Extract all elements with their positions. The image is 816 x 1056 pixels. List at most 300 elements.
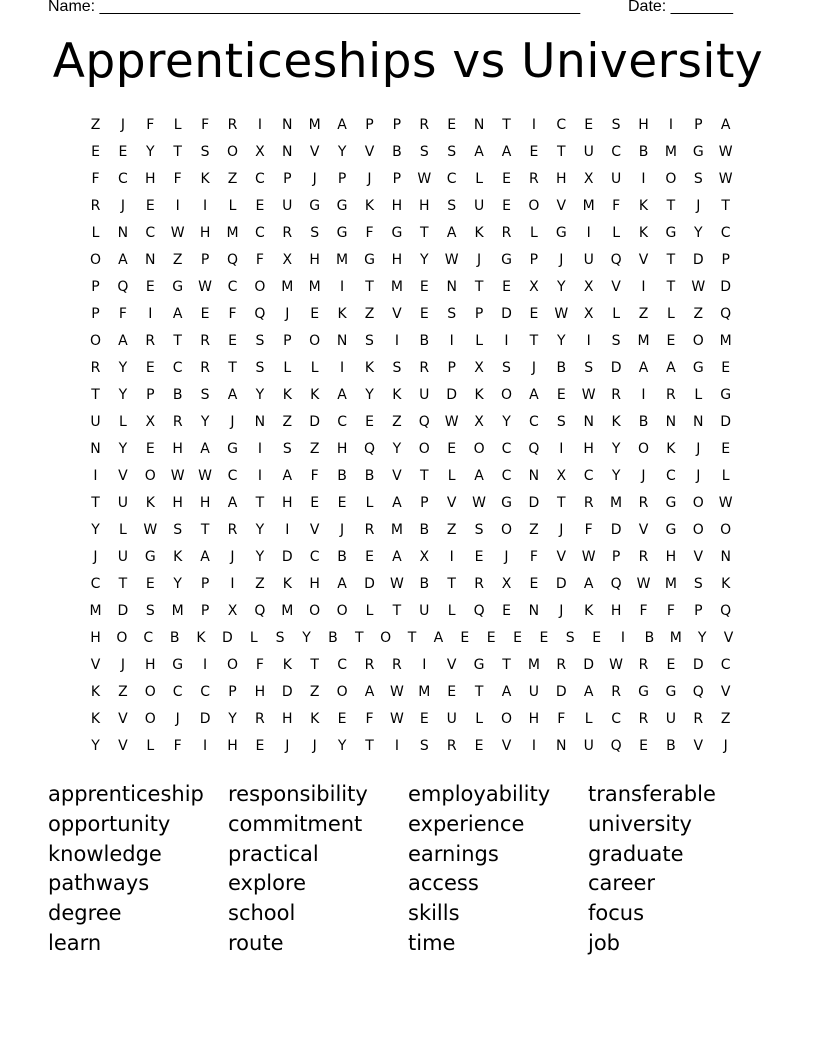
grid-letter: S: [365, 333, 374, 349]
grid-letter: T: [502, 657, 511, 673]
grid-letter: M: [390, 522, 403, 538]
grid-letter: Y: [118, 387, 128, 403]
grid-letter: V: [446, 495, 457, 511]
grid-letter: I: [531, 117, 536, 133]
grid-letter: E: [666, 333, 676, 349]
grid-letter: C: [583, 468, 594, 484]
grid-letter: J: [477, 252, 482, 268]
grid-letter: M: [308, 117, 321, 133]
grid-letter: Y: [91, 522, 100, 538]
grid-letter: F: [173, 171, 182, 187]
grid-letter: M: [281, 279, 294, 295]
grid-letter: R: [227, 522, 238, 538]
grid-letter: S: [275, 630, 285, 646]
grid-letter: A: [583, 684, 594, 700]
word-item: skills: [408, 901, 460, 926]
grid-letter: J: [559, 522, 564, 538]
grid-letter: H: [199, 225, 211, 241]
grid-letter: O: [528, 198, 540, 214]
grid-letter: Y: [173, 576, 182, 592]
grid-letter: J: [531, 360, 536, 376]
grid-letter: Z: [364, 306, 375, 322]
grid-letter: I: [175, 198, 180, 214]
grid-letter: E: [228, 333, 237, 349]
word-item: access: [408, 871, 479, 896]
grid-letter: I: [586, 333, 591, 349]
grid-letter: Z: [693, 306, 704, 322]
grid-letter: T: [474, 684, 484, 700]
grid-letter: N: [282, 144, 293, 160]
grid-letter: K: [310, 711, 320, 727]
grid-letter: A: [392, 549, 402, 565]
grid-letter: I: [394, 333, 399, 349]
grid-letter: R: [474, 576, 484, 592]
grid-letter: F: [529, 549, 538, 565]
grid-letter: H: [309, 252, 320, 268]
grid-letter: T: [91, 495, 100, 511]
grid-letter: E: [721, 360, 731, 376]
grid-letter: W: [198, 279, 213, 295]
grid-letter: T: [447, 576, 456, 592]
grid-letter: V: [723, 630, 734, 646]
grid-letter: C: [501, 441, 512, 457]
grid-letter: R: [145, 333, 156, 349]
grid-letter: G: [336, 198, 348, 214]
grid-letter: P: [91, 306, 100, 322]
grid-letter: S: [419, 144, 429, 160]
grid-letter: K: [90, 684, 101, 700]
grid-letter: S: [145, 603, 155, 619]
grid-letter: H: [556, 171, 567, 187]
word-item: practical: [228, 841, 319, 866]
grid-letter: I: [422, 657, 427, 673]
grid-letter: L: [118, 522, 127, 538]
grid-letter: P: [694, 117, 703, 133]
grid-letter: U: [665, 711, 677, 727]
grid-letter: H: [665, 549, 677, 565]
grid-letter: A: [200, 549, 210, 565]
grid-letter: X: [583, 306, 594, 322]
grid-letter: A: [227, 495, 238, 511]
grid-letter: W: [691, 279, 706, 295]
grid-letter: K: [364, 198, 375, 214]
grid-letter: G: [336, 225, 348, 241]
grid-letter: C: [501, 468, 512, 484]
grid-letter: G: [501, 495, 512, 511]
grid-letter: H: [172, 441, 183, 457]
grid-letter: B: [169, 630, 180, 646]
grid-row: [82, 517, 742, 544]
grid-letter: G: [720, 387, 732, 403]
grid-letter: K: [584, 603, 594, 619]
grid-letter: A: [433, 630, 444, 646]
grid-letter: A: [118, 252, 128, 268]
grid-letter: Z: [446, 522, 457, 538]
grid-letter: K: [282, 387, 292, 403]
grid-letter: W: [198, 468, 213, 484]
grid-letter: V: [118, 468, 128, 484]
grid-letter: H: [282, 711, 293, 727]
grid-letter: J: [175, 711, 180, 727]
grid-letter: E: [365, 549, 374, 565]
grid-letter: I: [148, 306, 153, 322]
grid-letter: E: [365, 414, 374, 430]
grid-letter: G: [638, 684, 649, 700]
grid-letter: I: [641, 279, 646, 295]
word-column: [228, 780, 408, 959]
grid-letter: X: [282, 252, 293, 268]
grid-letter: W: [718, 144, 733, 160]
grid-letter: M: [418, 684, 431, 700]
grid-letter: S: [282, 441, 292, 457]
grid-letter: H: [528, 711, 540, 727]
grid-letter: N: [693, 414, 704, 430]
grid-letter: J: [312, 738, 317, 754]
grid-letter: C: [172, 360, 183, 376]
grid-letter: E: [639, 738, 648, 754]
grid-letter: V: [693, 549, 704, 565]
grid-letter: A: [392, 495, 402, 511]
grid-letter: K: [196, 630, 206, 646]
grid-letter: C: [337, 414, 347, 430]
grid-letter: E: [310, 495, 320, 511]
grid-letter: B: [172, 387, 183, 403]
grid-letter: M: [719, 333, 732, 349]
grid-letter: B: [419, 333, 430, 349]
grid-letter: O: [254, 279, 266, 295]
grid-letter: S: [474, 522, 484, 538]
grid-letter: C: [200, 684, 210, 700]
word-list: [48, 780, 788, 970]
grid-letter: S: [611, 117, 621, 133]
grid-letter: N: [665, 414, 677, 430]
grid-letter: E: [310, 306, 320, 322]
grid-letter: I: [641, 171, 646, 187]
grid-letter: N: [473, 117, 485, 133]
grid-letter: T: [407, 630, 417, 646]
grid-row: [82, 409, 742, 436]
grid-letter: O: [226, 657, 239, 673]
grid-letter: T: [529, 333, 539, 349]
grid-letter: I: [668, 117, 673, 133]
grid-letter: O: [336, 684, 348, 700]
grid-letter: Q: [610, 252, 622, 268]
grid-letter: M: [637, 333, 650, 349]
grid-letter: U: [583, 738, 594, 754]
grid-letter: R: [419, 117, 430, 133]
grid-letter: S: [447, 144, 457, 160]
grid-letter: Y: [255, 549, 265, 565]
grid-letter: M: [226, 225, 239, 241]
grid-letter: V: [309, 144, 320, 160]
grid-letter: O: [500, 522, 513, 538]
word-column: [588, 780, 768, 959]
grid-letter: T: [200, 522, 210, 538]
grid-letter: X: [474, 414, 484, 430]
grid-letter: Z: [255, 576, 265, 592]
grid-letter: F: [118, 306, 127, 322]
grid-letter: O: [692, 333, 704, 349]
grid-row: [82, 355, 742, 382]
grid-letter: A: [720, 117, 731, 133]
grid-letter: D: [555, 684, 567, 700]
grid-letter: V: [364, 144, 375, 160]
grid-letter: Y: [611, 441, 621, 457]
grid-letter: P: [447, 360, 456, 376]
grid-letter: Y: [255, 387, 265, 403]
grid-letter: U: [117, 549, 129, 565]
grid-letter: Y: [91, 738, 100, 754]
grid-letter: L: [249, 630, 258, 646]
grid-letter: U: [419, 603, 430, 619]
grid-letter: G: [665, 684, 677, 700]
word-column: [48, 780, 228, 959]
word-search-grid: [82, 112, 742, 760]
grid-letter: G: [665, 495, 677, 511]
grid-letter: S: [392, 360, 402, 376]
grid-letter: V: [392, 306, 402, 322]
grid-letter: G: [555, 225, 567, 241]
grid-letter: I: [257, 117, 262, 133]
grid-letter: A: [474, 468, 484, 484]
grid-letter: F: [666, 603, 675, 619]
grid-letter: Y: [200, 414, 210, 430]
grid-letter: Y: [420, 252, 429, 268]
grid-letter: E: [584, 117, 594, 133]
grid-letter: S: [584, 360, 594, 376]
grid-letter: H: [199, 495, 211, 511]
grid-letter: L: [694, 387, 703, 403]
grid-letter: V: [556, 198, 567, 214]
grid-letter: E: [419, 306, 429, 322]
grid-letter: V: [638, 252, 649, 268]
grid-letter: O: [226, 144, 239, 160]
grid-letter: E: [337, 711, 347, 727]
grid-letter: Y: [337, 738, 347, 754]
grid-letter: O: [720, 522, 732, 538]
grid-letter: Z: [282, 414, 293, 430]
grid-letter: O: [336, 603, 348, 619]
grid-letter: W: [389, 576, 404, 592]
grid-letter: W: [389, 711, 404, 727]
grid-letter: N: [117, 225, 129, 241]
grid-letter: O: [309, 333, 321, 349]
grid-letter: K: [145, 495, 155, 511]
grid-letter: E: [145, 198, 155, 214]
grid-letter: I: [257, 441, 262, 457]
grid-letter: W: [718, 495, 733, 511]
grid-letter: G: [692, 360, 704, 376]
grid-letter: I: [559, 441, 564, 457]
grid-letter: Y: [557, 279, 566, 295]
grid-letter: X: [529, 279, 539, 295]
grid-letter: X: [227, 603, 238, 619]
grid-letter: E: [529, 306, 539, 322]
grid-letter: J: [723, 738, 728, 754]
grid-letter: F: [365, 711, 374, 727]
grid-letter: F: [228, 306, 237, 322]
grid-letter: P: [200, 252, 210, 268]
grid-letter: L: [529, 225, 538, 241]
grid-letter: A: [501, 684, 512, 700]
grid-letter: C: [720, 225, 731, 241]
grid-letter: W: [143, 522, 158, 538]
grid-letter: B: [364, 468, 375, 484]
grid-letter: Q: [418, 414, 430, 430]
grid-letter: V: [611, 279, 621, 295]
word-item: graduate: [588, 841, 684, 866]
grid-letter: K: [666, 441, 676, 457]
grid-letter: T: [91, 387, 100, 403]
grid-letter: Y: [228, 711, 237, 727]
grid-letter: B: [419, 522, 430, 538]
grid-letter: X: [583, 171, 594, 187]
grid-letter: C: [90, 576, 101, 592]
grid-letter: T: [420, 468, 429, 484]
grid-letter: T: [255, 495, 265, 511]
grid-letter: E: [337, 495, 347, 511]
grid-letter: I: [285, 522, 290, 538]
grid-letter: R: [90, 360, 101, 376]
grid-letter: D: [720, 279, 732, 295]
grid-letter: S: [447, 198, 457, 214]
grid-letter: G: [172, 279, 184, 295]
grid-letter: B: [419, 576, 430, 592]
grid-letter: O: [309, 603, 321, 619]
grid-letter: Y: [694, 225, 703, 241]
grid-letter: Y: [557, 333, 566, 349]
grid-letter: R: [611, 684, 621, 700]
grid-letter: I: [449, 549, 454, 565]
grid-letter: C: [309, 549, 320, 565]
grid-letter: T: [666, 279, 676, 295]
grid-letter: L: [173, 117, 182, 133]
grid-letter: K: [721, 576, 731, 592]
grid-letter: R: [638, 711, 649, 727]
grid-letter: O: [692, 495, 704, 511]
grid-letter: D: [501, 306, 512, 322]
grid-letter: E: [200, 306, 210, 322]
grid-letter: S: [200, 387, 210, 403]
grid-letter: I: [93, 468, 98, 484]
grid-letter: S: [565, 630, 575, 646]
grid-letter: T: [228, 360, 237, 376]
grid-letter: M: [610, 495, 623, 511]
grid-letter: R: [282, 225, 293, 241]
grid-letter: X: [501, 576, 512, 592]
grid-letter: P: [474, 306, 484, 322]
grid-row: [82, 679, 742, 706]
grid-letter: E: [447, 441, 457, 457]
grid-letter: I: [257, 468, 262, 484]
grid-letter: R: [90, 198, 101, 214]
word-item: focus: [588, 901, 645, 926]
grid-letter: F: [584, 522, 593, 538]
grid-letter: Y: [502, 414, 511, 430]
grid-letter: G: [501, 252, 512, 268]
grid-row: [82, 598, 742, 625]
grid-letter: W: [389, 684, 404, 700]
grid-letter: H: [309, 576, 320, 592]
grid-letter: H: [583, 441, 594, 457]
grid-row: [82, 436, 742, 463]
grid-letter: J: [367, 171, 372, 187]
grid-letter: I: [620, 630, 626, 646]
grid-letter: K: [638, 225, 649, 241]
grid-letter: S: [693, 576, 703, 592]
grid-letter: R: [529, 171, 539, 187]
grid-letter: D: [364, 576, 375, 592]
grid-letter: W: [170, 225, 185, 241]
grid-letter: Y: [337, 144, 347, 160]
grid-letter: B: [328, 630, 338, 646]
grid-letter: E: [460, 630, 470, 646]
grid-letter: K: [200, 171, 210, 187]
grid-letter: L: [146, 738, 155, 754]
grid-letter: Q: [254, 306, 266, 322]
grid-letter: O: [144, 711, 156, 727]
word-item: degree: [48, 901, 122, 926]
grid-letter: Q: [610, 576, 622, 592]
grid-letter: S: [502, 360, 511, 376]
grid-letter: D: [583, 657, 595, 673]
grid-letter: C: [172, 684, 183, 700]
grid-row: [82, 382, 742, 409]
grid-letter: F: [173, 738, 182, 754]
grid-letter: M: [171, 603, 184, 619]
grid-letter: D: [281, 549, 293, 565]
grid-letter: B: [638, 414, 649, 430]
grid-letter: E: [447, 684, 457, 700]
grid-letter: V: [446, 657, 457, 673]
grid-letter: L: [447, 468, 456, 484]
grid-letter: T: [365, 279, 374, 295]
grid-letter: J: [696, 441, 701, 457]
grid-letter: L: [91, 225, 100, 241]
grid-letter: F: [91, 171, 100, 187]
grid-letter: F: [612, 198, 621, 214]
grid-letter: V: [392, 468, 402, 484]
grid-row: [82, 274, 742, 301]
word-item: university: [588, 811, 692, 836]
word-item: earnings: [408, 841, 499, 866]
grid-letter: R: [172, 414, 183, 430]
grid-letter: I: [449, 333, 454, 349]
grid-letter: R: [446, 738, 457, 754]
grid-letter: Y: [611, 468, 621, 484]
grid-letter: E: [255, 198, 265, 214]
grid-letter: F: [365, 225, 374, 241]
grid-letter: P: [392, 117, 402, 133]
grid-letter: E: [529, 576, 539, 592]
grid-letter: S: [200, 144, 210, 160]
grid-letter: T: [420, 225, 429, 241]
grid-row: [82, 301, 742, 328]
grid-letter: W: [417, 171, 432, 187]
grid-letter: N: [528, 603, 540, 619]
word-column: [408, 780, 588, 959]
grid-letter: E: [502, 603, 511, 619]
grid-letter: X: [419, 549, 430, 565]
grid-letter: R: [693, 711, 704, 727]
grid-letter: H: [336, 441, 348, 457]
grid-letter: C: [255, 225, 265, 241]
word-item: learn: [48, 930, 102, 955]
grid-letter: S: [255, 333, 265, 349]
grid-letter: S: [611, 333, 621, 349]
grid-letter: C: [118, 171, 128, 187]
grid-letter: F: [201, 117, 210, 133]
